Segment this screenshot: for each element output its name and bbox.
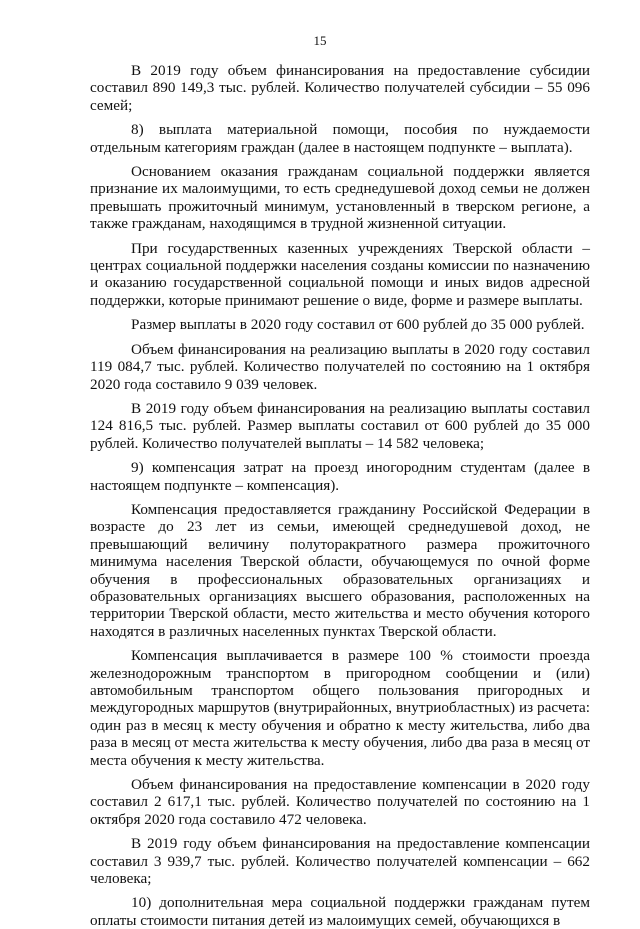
paragraph: 8) выплата материальной помощи, пособия по нуждаемости отдельным категориям граждан (далее в настоящем подпункте – выплата). bbox=[90, 121, 590, 156]
page-number: 15 bbox=[313, 33, 327, 48]
paragraph: В 2019 году объем финансирования на предоставление компенсации составил 3 939,7 тыс. рублей. Количество получателей компенсации – 662 человека; bbox=[90, 835, 590, 888]
paragraph: В 2019 году объем финансирования на реализацию выплаты составил 124 816,5 тыс. рублей. Размер выплаты составил от 600 рублей до 35 000 рублей. Количество получателей выплаты – 14 582 человека; bbox=[90, 399, 590, 452]
paragraph: Компенсация выплачивается в размере 100 % стоимости проезда железнодорожным транспортом в пригородном сообщении и (или) автомобильным транспортом общего пользования пригородных и междугородных маршрутов (внутрирайонных, внутриобластных) из расчета: один раз в месяц к месту обучения и обратно к месту жительства, либо два раза в месяц от места жительства к месту обучения, либо два раза в месяц от места обучения к месту жительства. bbox=[90, 647, 590, 769]
paragraph: 9) компенсация затрат на проезд иногородним студентам (далее в настоящем подпункте – компенсация). bbox=[90, 459, 590, 494]
paragraph: Размер выплаты в 2020 году составил от 600 рублей до 35 000 рублей. bbox=[131, 316, 585, 334]
paragraph: При государственных казенных учреждениях Тверской области – центрах социальной поддержки населения созданы комиссии по назначению и оказанию государственной социальной помощи и иных видов адресной поддержки, которые принимают решение о виде, форме и размере выплаты. bbox=[90, 239, 590, 309]
paragraph: Основанием оказания гражданам социальной поддержки является признание их малоимущими, то есть среднедушевой доход семьи не должен превышать прожиточный минимум, установленный в тверском регионе, а также гражданам, находящимся в трудной жизненной ситуации. bbox=[90, 163, 590, 233]
paragraph: Объем финансирования на предоставление компенсации в 2020 году составил 2 617,1 тыс. рублей. Количество получателей по состоянию на 1 октября 2020 года составило 472 человека. bbox=[90, 776, 590, 828]
paragraph: Объем финансирования на реализацию выплаты в 2020 году составил 119 084,7 тыс. рублей. Количество получателей по состоянию на 1 октября 2020 года составило 9 039 человек. bbox=[90, 340, 590, 393]
paragraph: 10) дополнительная мера социальной поддержки гражданам путем оплаты стоимости питания детей из малоимущих семей, обучающихся в bbox=[90, 894, 590, 929]
document-body bbox=[90, 62, 590, 929]
paragraph: В 2019 году объем финансирования на предоставление субсидии составил 890 149,3 тыс. рублей. Количество получателей субсидии – 55 096 семей; bbox=[90, 62, 590, 114]
paragraph: Компенсация предоставляется гражданину Российской Федерации в возрасте до 23 лет из семьи, имеющей среднедушевой доход, не превышающий величину полуторакратного размера прожиточного минимума населения Тверской области, обучающемуся по очной форме обучения в профессиональных образовательных организациях и образовательных организациях высшего образования, расположенных на территории Тверской области, место жительства и место обучения которого находятся в различных населенных пунктах Тверской области. bbox=[90, 500, 590, 640]
